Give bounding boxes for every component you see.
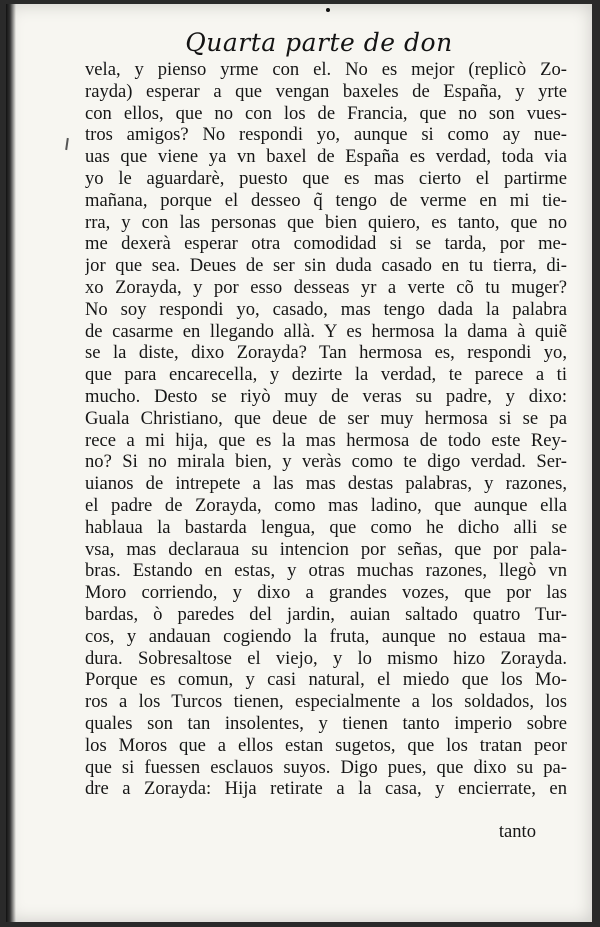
text-line: dura. Sobresaltose el viejo, y lo mismo hizo Zorayda. [85,647,567,669]
text-line: bardas, ò paredes del jardin, auian saltado quatro Tur- [85,603,567,625]
text-line: mañana, porque el desseo q̃ tengo de verme en mi tie- [85,189,567,211]
text-line: No soy respondi yo, casado, mas tengo dada la palabra [85,298,567,320]
margin-mark [65,138,69,150]
text-line: me dexerà esperar otra comodidad si se tarda, por me- [85,233,567,255]
text-line: con ellos, que no con los de Francia, que no son vues- [85,102,567,124]
text-line: uianos de intrepete a las mas destas palabras, y razones, [85,473,567,495]
text-line: bras. Estando en estas, y otras muchas razones, llegò vn [85,560,567,582]
body-text-block [85,59,567,800]
text-line: vela, y pienso yrme con el. No es mejor (replicò Zo- [85,59,567,80]
text-line: que si fuessen esclauos suyos. Digo pues, que dixo su pa- [85,756,567,778]
text-line: dre a Zorayda: Hija retirate a la casa, y encierrate, en [85,778,567,800]
text-line: se la diste, dixo Zorayda? Tan hermosa es, respondi yo, [85,342,567,364]
text-line: Porque es comun, y casi natural, el miedo que los Mo- [85,669,567,691]
text-line: Guala Christiano, que deue de ser muy hermosa si se pa [85,407,567,429]
text-line: rece a mi hija, que es la mas hermosa de todo este Rey- [85,429,567,451]
ink-speck [326,8,330,12]
text-line: tros amigos? No respondi yo, aunque si como ay nue- [85,124,567,146]
page-gutter-shadow [6,4,16,922]
text-line: de casarme en llegando allà. Y es hermosa la dama à quiẽ [85,320,567,342]
text-line: el padre de Zorayda, como mas ladino, que aunque ella [85,494,567,516]
text-line: uas que viene ya vn baxel de España es verdad, toda via [85,146,567,168]
text-line: mucho. Desto se riyò muy de veras su padre, y dixo: [85,385,567,407]
text-line: los Moros que a ellos estan sugetos, que los tratan peor [85,734,567,756]
text-line: ros a los Turcos tienen, especialmente a los soldados, los [85,691,567,713]
running-title: Quarta parte de don [185,28,453,57]
book-page [6,4,592,922]
text-line: cos, y andauan cogiendo la fruta, aunque no estaua ma- [85,625,567,647]
text-line: Moro corriendo, y dixo a grandes vozes, que por las [85,582,567,604]
text-line: rra, y con las personas que bien quiero, es tanto, que no [85,211,567,233]
catchword: tanto [498,821,536,842]
text-line: que para encarecella, y dezirte la verdad, te parece a ti [85,364,567,386]
text-line: rayda) esperar a que vengan baxeles de España, y yrte [85,80,567,102]
text-line: jor que sea. Deues de ser sin duda casado en tu tierra, di- [85,255,567,277]
text-line: no? Si no mirala bien, y veràs como te digo verdad. Ser- [85,451,567,473]
text-line: quales son tan insolentes, y tienen tanto imperio sobre [85,712,567,734]
text-line: vsa, mas declaraua su intencion por señas, que por pala- [85,538,567,560]
text-line: yo le aguardarè, puesto que es mas cierto el partirme [85,167,567,189]
text-line: xo Zorayda, y por esso desseas yr a verte cõ tu muger? [85,276,567,298]
text-line: hablaua la bastarda lengua, que como he dicho alli se [85,516,567,538]
